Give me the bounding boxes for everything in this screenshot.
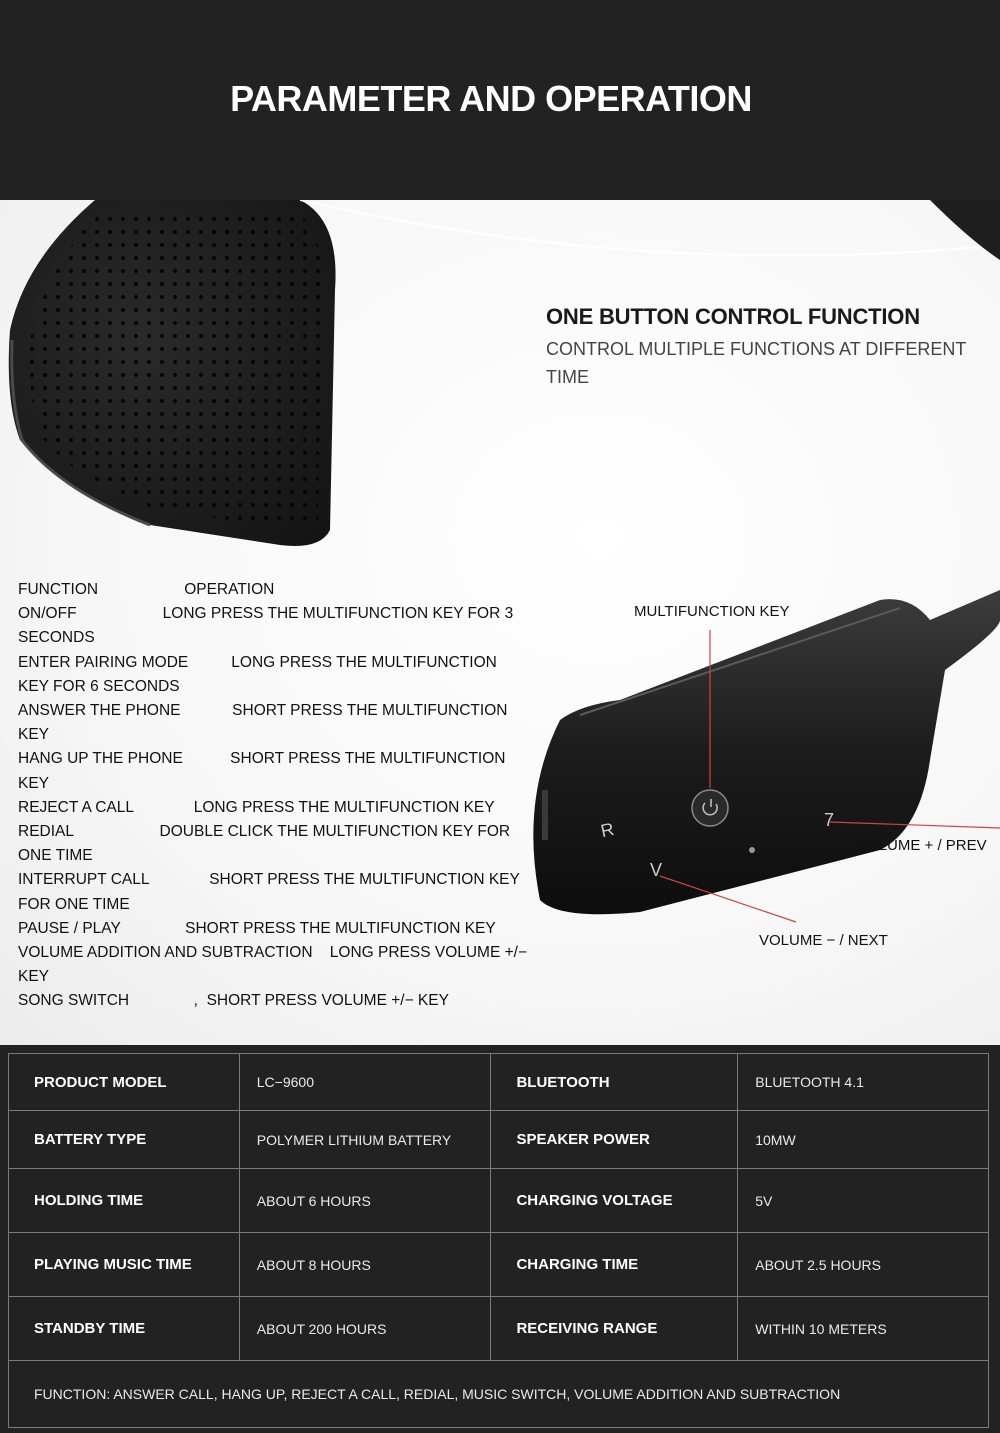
specification-panel <box>0 1045 1000 1433</box>
spec-value: POLYMER LITHIUM BATTERY <box>239 1111 491 1169</box>
spec-key: BATTERY TYPE <box>9 1111 240 1169</box>
function-summary: FUNCTION: ANSWER CALL, HANG UP, REJECT A CALL, REDIAL, MUSIC SWITCH, VOLUME ADDITION AND SUBTRACTION <box>9 1361 989 1428</box>
spec-value: 10MW <box>738 1111 989 1169</box>
one-button-subtitle: CONTROL MULTIPLE FUNCTIONS AT DIFFERENT TIME <box>546 339 967 387</box>
operation-line: SECONDS <box>18 629 95 647</box>
header-banner <box>0 0 1000 200</box>
operation-line: KEY <box>18 774 50 792</box>
spec-value: BLUETOOTH 4.1 <box>738 1054 989 1111</box>
operation-line: ONE TIME <box>18 847 93 865</box>
operation-line: FOR ONE TIME <box>18 895 130 913</box>
operation-line: ENTER PAIRING MODE LONG PRESS THE MULTIFUNCTION <box>18 653 497 671</box>
table-row <box>9 1297 989 1361</box>
control-unit <box>533 590 1000 914</box>
operation-line: PAUSE / PLAY SHORT PRESS THE MULTIFUNCTION KEY <box>18 919 496 937</box>
operation-list <box>18 578 548 1014</box>
operation-line: ANSWER THE PHONE SHORT PRESS THE MULTIFUNCTION <box>18 702 508 720</box>
spec-key: PRODUCT MODEL <box>9 1054 240 1111</box>
operation-line: INTERRUPT CALL SHORT PRESS THE MULTIFUNCTION KEY <box>18 871 520 889</box>
operation-line: REJECT A CALL LONG PRESS THE MULTIFUNCTION KEY <box>18 798 495 816</box>
spec-value: ABOUT 200 HOURS <box>239 1297 491 1361</box>
callout-volume-plus: VOLUME + / PREV <box>857 837 987 854</box>
operation-line: REDIAL DOUBLE CLICK THE MULTIFUNCTION KEY FOR <box>18 823 511 841</box>
table-row <box>9 1054 989 1111</box>
spec-key: PLAYING MUSIC TIME <box>9 1233 240 1297</box>
operation-line: KEY FOR 6 SECONDS <box>18 677 180 695</box>
operation-line: HANG UP THE PHONE SHORT PRESS THE MULTIFUNCTION <box>18 750 506 768</box>
spec-key: CHARGING TIME <box>491 1233 738 1297</box>
spec-value: WITHIN 10 METERS <box>738 1297 989 1361</box>
operation-line: KEY <box>18 726 50 744</box>
operation-line: VOLUME ADDITION AND SUBTRACTION LONG PRESS VOLUME +/− <box>18 944 528 962</box>
operation-line: KEY <box>18 968 50 986</box>
callout-volume-minus: VOLUME − / NEXT <box>759 932 888 949</box>
spec-key: RECEIVING RANGE <box>491 1297 738 1361</box>
spec-value: ABOUT 2.5 HOURS <box>738 1233 989 1297</box>
operation-line: FUNCTION OPERATION <box>18 581 275 598</box>
spec-key: HOLDING TIME <box>9 1169 240 1233</box>
spec-key: STANDBY TIME <box>9 1297 240 1361</box>
one-button-title: ONE BUTTON CONTROL FUNCTION <box>546 304 920 329</box>
spec-key: BLUETOOTH <box>491 1054 738 1111</box>
table-footer-row <box>9 1361 989 1428</box>
spec-value: ABOUT 8 HOURS <box>239 1233 491 1297</box>
table-row <box>9 1169 989 1233</box>
spec-key: SPEAKER POWER <box>491 1111 738 1169</box>
spec-key: CHARGING VOLTAGE <box>491 1169 738 1233</box>
spec-value: ABOUT 6 HOURS <box>239 1169 491 1233</box>
device-button-label-r: R <box>598 818 616 842</box>
page-title: PARAMETER AND OPERATION <box>230 78 752 119</box>
table-row <box>9 1111 989 1169</box>
device-button-label-v: V <box>650 860 663 880</box>
spec-value: 5V <box>738 1169 989 1233</box>
spec-value: LC−9600 <box>239 1054 491 1111</box>
multifunction-button-shape <box>692 790 728 826</box>
operation-line: SONG SWITCH , SHORT PRESS VOLUME +/− KEY <box>18 992 449 1010</box>
device-button-label-7: 7 <box>824 810 835 830</box>
table-row <box>9 1233 989 1297</box>
callout-multifunction-key: MULTIFUNCTION KEY <box>634 603 790 620</box>
specification-table <box>8 1053 989 1428</box>
product-hero <box>0 200 1000 1045</box>
operation-line: ON/OFF LONG PRESS THE MULTIFUNCTION KEY FOR 3 <box>18 605 514 623</box>
